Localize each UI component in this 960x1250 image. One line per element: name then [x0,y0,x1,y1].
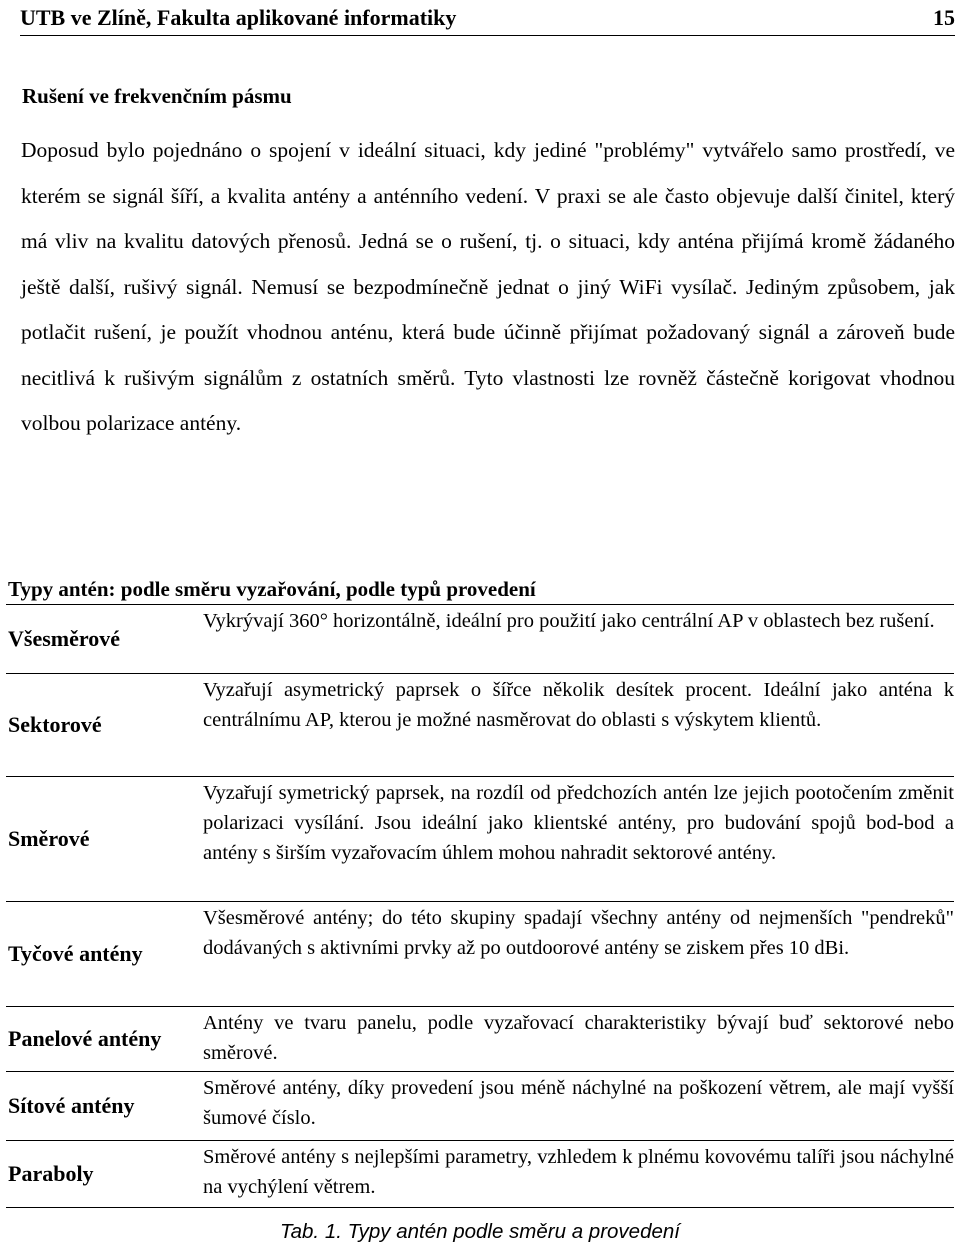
page-number: 15 [933,4,955,30]
row-description: Antény ve tvaru panelu, podle vyzařovací charakteristiky bývají buď sektorové nebo směrové. [203,1012,954,1064]
table-row [6,1007,954,1072]
table-row [6,1141,954,1208]
intro-paragraph [21,128,955,447]
row-label: Sítové antény [8,1093,135,1118]
row-description: Směrové antény s nejlepšími parametry, vzhledem k plnému kovovému talíři jsou náchylné na vychýlení větrem. [203,1146,954,1198]
table-row [6,674,954,777]
row-label: Směrové [8,826,90,851]
table-row [6,902,954,1007]
table-row [6,605,954,674]
paragraph-text: Doposud bylo pojednáno o spojení v ideální situaci, kdy jediné "problémy" vytvářelo samo prostředí, ve kterém se signál šíří, a kvalita antény a anténního vedení. V praxi se ale často objevuje další činitel, který má vliv na kvalitu datových přenosů. Jedná se o rušení, tj. o situaci, kdy anténa přijímá kromě žádaného ještě další, rušivý signál. Nemusí se bezpodmínečně jednat o jiný WiFi vysílač. Jediným způsobem, jak potlačit rušení, je použít vhodnou anténu, která bude účinně přijímat požadovaný signál a zároveň bude necitlivá k rušivým signálům z ostatních směrů. Tyto vlastnosti lze rovněž částečně korigovat vhodnou volbou polarizace antény. [21,138,955,435]
row-description: Směrové antény, díky provedení jsou méně náchylné na poškození větrem, ale mají vyšší šumové číslo. [203,1077,954,1129]
antenna-types-table [6,574,954,1208]
row-description: Všesměrové antény; do této skupiny spadají všechny antény od nejmenších "pendreků" dodávaných s aktivními prvky až po outdoorové antény se ziskem přes 10 dBi. [203,907,954,959]
table-title: Typy antén: podle směru vyzařování, podle typů provedení [6,574,954,605]
row-description: Vykrývají 360° horizontálně, ideální pro použití jako centrální AP v oblastech bez rušení. [203,610,935,632]
table-row [6,777,954,902]
row-label: Všesměrové [8,626,120,651]
row-description: Vyzařují asymetrický paprsek o šířce několik desítek procent. Ideální jako anténa k centrálnímu AP, kterou je možné nasměrovat do oblasti s výskytem klientů. [203,679,954,731]
section-title: Rušení ve frekvenčním pásmu [22,84,292,108]
row-label: Panelové antény [8,1026,162,1051]
row-label: Tyčové antény [8,941,143,966]
table-caption: Tab. 1. Typy antén podle směru a provedení [279,1220,680,1243]
header-title: UTB ve Zlíně, Fakulta aplikované informatiky [20,4,457,30]
row-label: Paraboly [8,1161,94,1186]
row-label: Sektorové [8,712,102,737]
row-description: Vyzařují symetrický paprsek, na rozdíl od předchozích antén lze jejich pootočením změnit polarizaci vysílání. Jsou ideální jako klientské antény, pro budování spojů bod-bod a antény s širším vyzařovacím úhlem mohou nahradit sektorové antény. [203,782,954,864]
table-row [6,1072,954,1141]
page-header [20,0,955,36]
